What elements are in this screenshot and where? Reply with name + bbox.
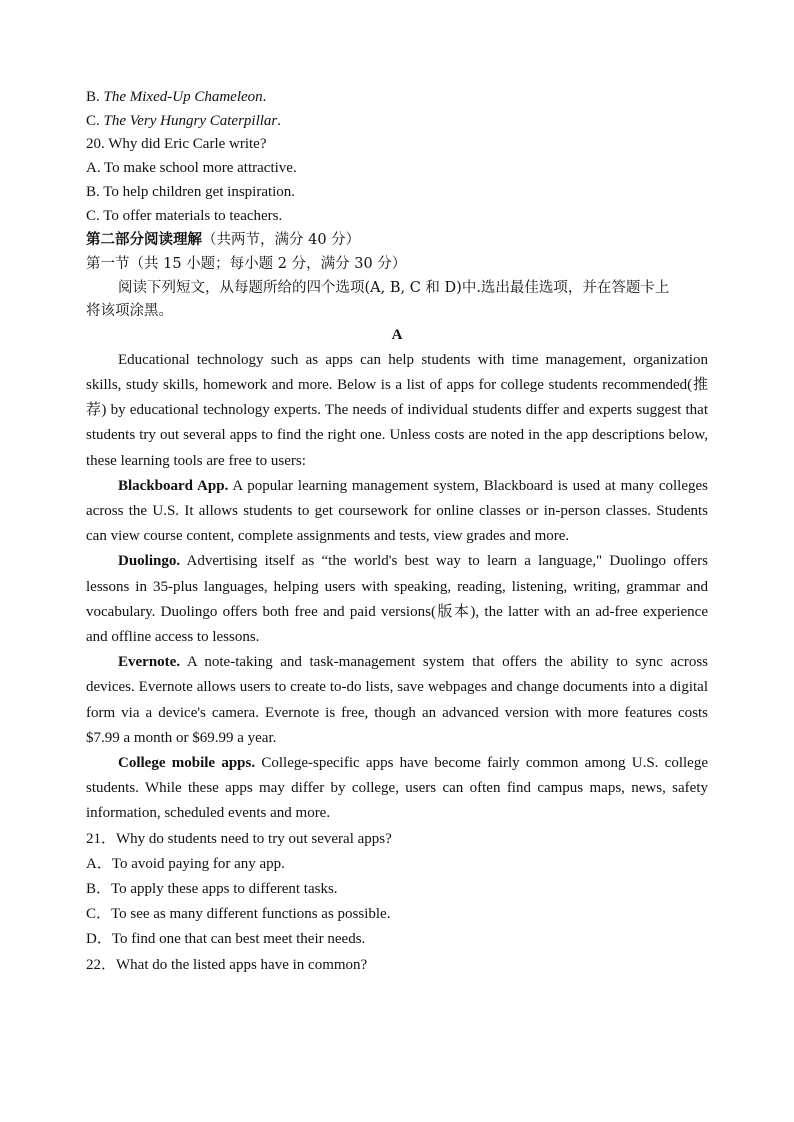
book-title: The Mixed-Up Chameleon <box>103 89 263 105</box>
part-two-title-note: （共两节，满分 40 分） <box>202 232 361 249</box>
question-22-stem: 22．What do the listed apps have in common? <box>86 956 368 973</box>
app-description: A popular learning management system, Blackboard is used at many colleges across the U.S. It allows students to get coursework for online classes or in-person classes. Students can view course content, complete assignments and tests, view grades and more. <box>86 477 708 545</box>
question-21-option-a: A．To avoid paying for any app. <box>86 855 285 872</box>
instruction-line-1: 阅读下列短文，从每题所给的四个选项(A, B, C 和 D)中.选出最佳选项，并在答题卡上 <box>118 279 670 296</box>
section-one-heading: 第一节（共 15 小题；每小题 2 分，满分 30 分） <box>86 255 407 272</box>
app-name: Evernote. <box>118 654 181 671</box>
option-letter: B. <box>86 89 104 105</box>
app-description: A note-taking and task-management system that offers the ability to sync across devices. Evernote allows users to create to-do lists, save webpages and change documents into a digital form via a device's camera. Evernote is free, though an advanced version with more features costs $7.99 a month or $69.99 a year. <box>86 654 708 746</box>
app-name: Duolingo. <box>118 553 181 570</box>
passage-intro: Educational technology such as apps can help students with time management, organization skills, study skills, homework and more. Below is a list of apps for college students recommended(推荐) by educational technology experts. The needs of individual students differ and experts suggest that students try out several apps to find the right one. Unless costs are noted in the app descriptions below, these learning tools are free to users: <box>86 351 708 469</box>
question-21-stem: 21．Why do students need to try out several apps? <box>86 830 392 847</box>
option-line <box>86 86 708 110</box>
option-end: . <box>262 89 267 105</box>
option-end: . <box>277 112 282 129</box>
question-21-option-c: C．To see as many different functions as possible. <box>86 906 391 923</box>
book-title: The Very Hungry Caterpillar <box>103 112 278 129</box>
question-20-option-a: A. To make school more attractive. <box>86 160 297 177</box>
option-letter: C. <box>86 112 104 129</box>
question-21-option-b: B．To apply these apps to different tasks. <box>86 881 338 897</box>
part-two-title: 第二部分阅读理解 <box>86 231 202 249</box>
app-paragraph-duolingo <box>86 549 708 650</box>
app-name: College mobile apps. <box>118 754 256 771</box>
question-21-option-d: D．To find one that can best meet their needs. <box>86 931 366 948</box>
app-paragraph-blackboard <box>86 474 708 550</box>
question-20-option-b: B. To help children get inspiration. <box>86 183 296 200</box>
passage-label: A <box>391 327 403 344</box>
instruction-line-2: 将该项涂黑。 <box>86 303 173 320</box>
app-paragraph-college-mobile <box>86 751 708 827</box>
option-line <box>86 110 708 134</box>
part-two-heading <box>86 228 708 253</box>
question-20-option-c: C. To offer materials to teachers. <box>86 207 283 224</box>
question-20-stem: 20. Why did Eric Carle write? <box>86 136 267 153</box>
app-name: Blackboard App. <box>118 477 229 494</box>
app-description: Advertising itself as “the world's best way to learn a language," Duolingo offers lessons in 35-plus languages, helping users with speaking, reading, listening, writing, grammar and vocabulary. Duolingo offers both free and paid versions(版本), the latter with an ad-free experience and offline access to lessons. <box>86 553 708 645</box>
app-description: College-specific apps have become fairly common among U.S. college students. While these apps may differ by college, users can often find campus maps, news, safety information, scheduled events and more. <box>86 754 708 822</box>
app-paragraph-evernote <box>86 650 708 751</box>
